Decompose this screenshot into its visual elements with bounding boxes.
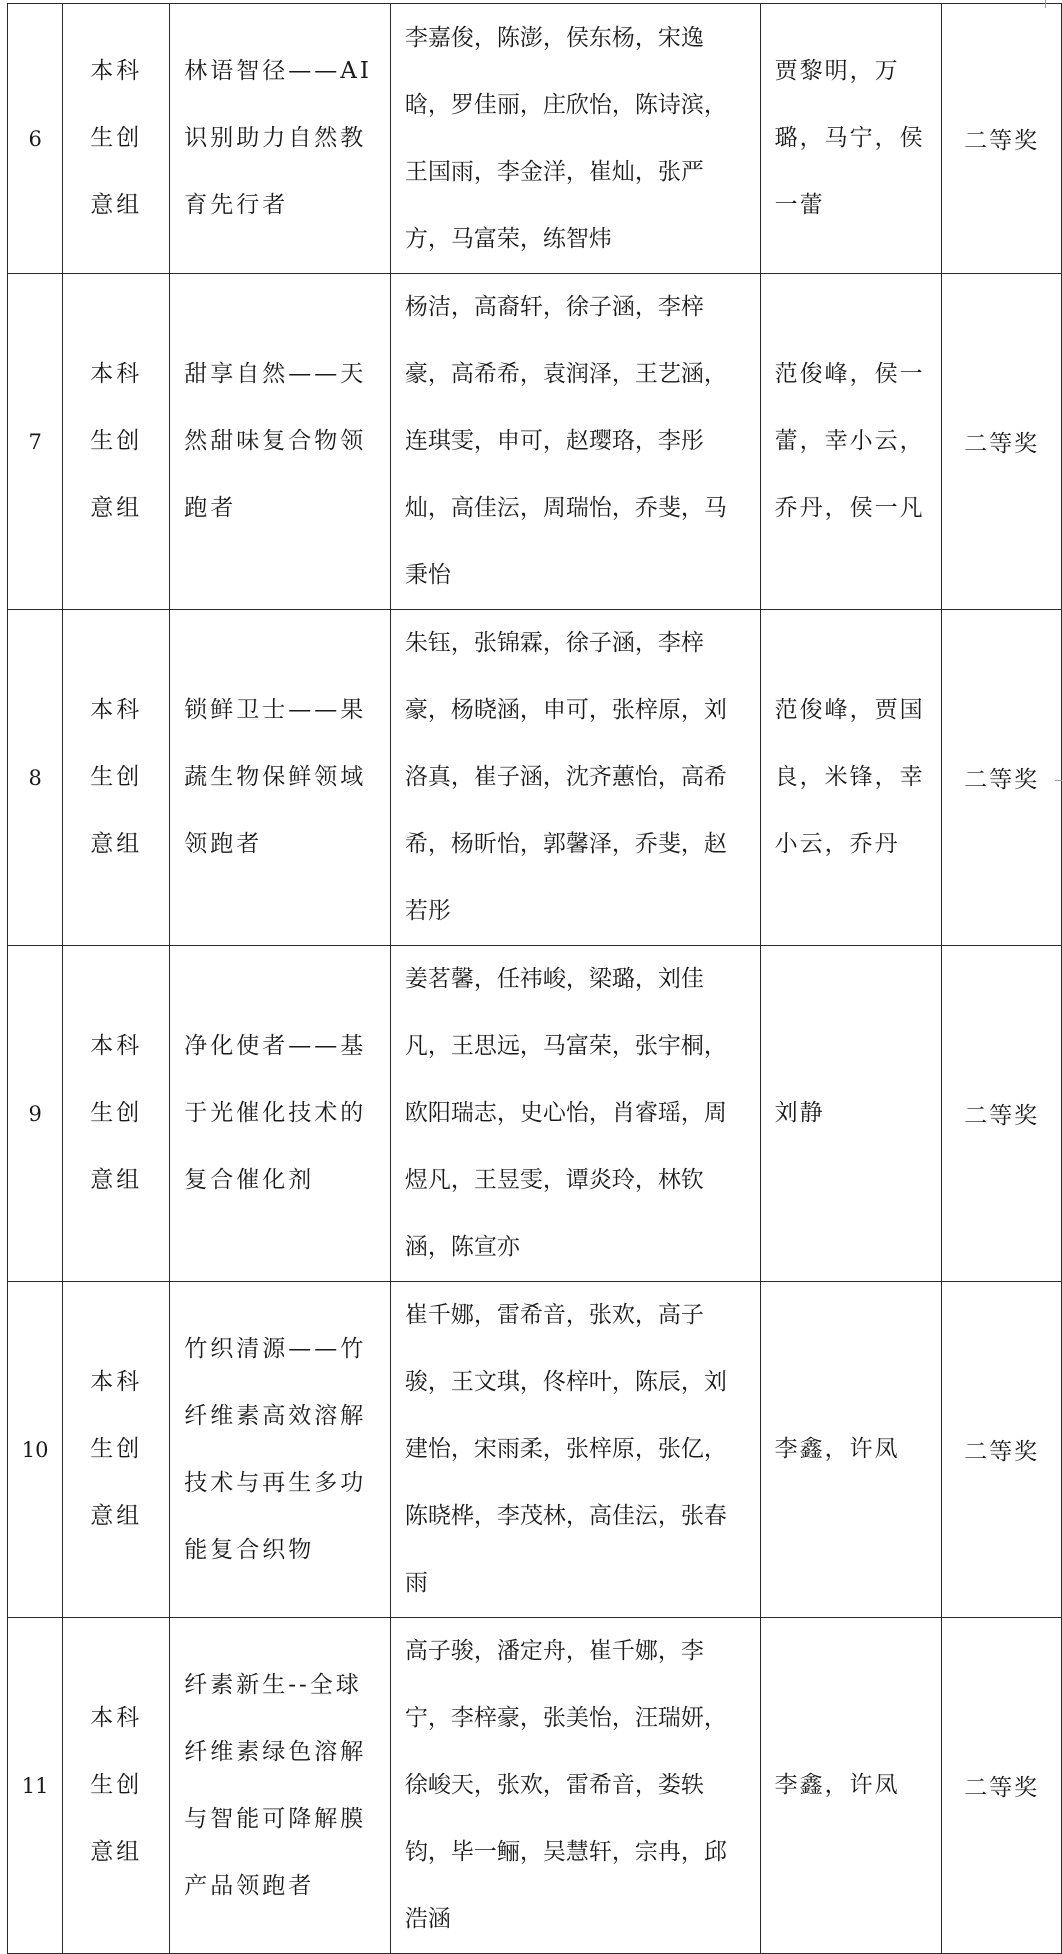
members-cell — [390, 1618, 760, 1954]
category-text: 本科生创意组 — [90, 1705, 143, 1865]
advisor-list: 范俊峰，侯一蕾，幸小云，乔丹，侯一凡 — [774, 361, 925, 521]
project-name: 林语智径——AI识别助力自然教育先行者 — [184, 58, 372, 218]
row-number: 6 — [8, 4, 63, 274]
row-number: 8 — [8, 610, 63, 946]
members-cell — [390, 610, 760, 946]
award-level: 二等奖 — [942, 1282, 1062, 1618]
advisor-list: 刘静 — [774, 1100, 825, 1126]
advisor-list: 贾黎明，万璐，马宁，侯一蕾 — [774, 58, 925, 218]
category-cell — [63, 1282, 170, 1618]
category-text: 本科生创意组 — [90, 697, 143, 857]
advisor-list: 李鑫，许凤 — [774, 1772, 900, 1798]
advisor-list: 李鑫，许凤 — [774, 1436, 900, 1462]
table-row — [8, 1282, 1062, 1618]
project-name: 甜享自然——天然甜味复合物领跑者 — [184, 361, 367, 521]
advisor-list: 范俊峰，贾国良，米锋，幸小云，乔丹 — [774, 697, 925, 857]
award-level: 二等奖 — [942, 1618, 1062, 1954]
members-cell — [390, 4, 760, 274]
row-number: 10 — [8, 1282, 63, 1618]
category-text: 本科生创意组 — [90, 58, 143, 218]
table-row — [8, 610, 1062, 946]
row-number: 7 — [8, 274, 63, 610]
members-cell — [390, 946, 760, 1282]
table-row — [8, 274, 1062, 610]
margin-tick-mark — [1055, 780, 1062, 781]
project-cell — [170, 1282, 391, 1618]
category-cell — [63, 4, 170, 274]
award-level: 二等奖 — [942, 4, 1062, 274]
category-text: 本科生创意组 — [90, 1369, 143, 1529]
project-cell — [170, 946, 391, 1282]
advisors-cell — [760, 610, 942, 946]
category-cell — [63, 274, 170, 610]
project-name: 竹织清源——竹纤维素高效溶解技术与再生多功能复合织物 — [184, 1335, 367, 1563]
member-list: 崔千娜，雷希音，张欢，高子骏，王文琪，佟梓叶，陈辰，刘建怡，宋雨柔，张梓原，张亿，陈晓桦，李茂林，高佳沄，张春雨 — [404, 1302, 727, 1596]
member-list: 朱钰，张锦霖，徐子涵，李梓豪，杨晓涵，申可，张梓原，刘洛真，崔子涵，沈齐蕙怡，高希希，杨昕怡，郭馨泽，乔斐，赵若彤 — [404, 630, 727, 924]
row-number: 11 — [8, 1618, 63, 1954]
advisors-cell — [760, 1618, 942, 1954]
awards-table — [7, 3, 1062, 1954]
category-cell — [63, 1618, 170, 1954]
members-cell — [390, 274, 760, 610]
advisors-cell — [760, 946, 942, 1282]
margin-tick-mark — [1045, 0, 1046, 8]
category-text: 本科生创意组 — [90, 361, 143, 521]
category-cell — [63, 610, 170, 946]
row-number: 9 — [8, 946, 63, 1282]
advisors-cell — [760, 274, 942, 610]
table-row — [8, 946, 1062, 1282]
table-row — [8, 4, 1062, 274]
advisors-cell — [760, 1282, 942, 1618]
project-cell — [170, 4, 391, 274]
award-level: 二等奖 — [942, 274, 1062, 610]
project-cell — [170, 1618, 391, 1954]
award-level: 二等奖 — [942, 946, 1062, 1282]
member-list: 李嘉俊，陈澎，侯东杨，宋逸晗，罗佳丽，庄欣怡，陈诗滨，王国雨，李金洋，崔灿，张严方，马富荣，练智炜 — [404, 24, 727, 252]
award-level: 二等奖 — [942, 610, 1062, 946]
project-cell — [170, 274, 391, 610]
members-cell — [390, 1282, 760, 1618]
member-list: 姜茗馨，任祎峻，梁璐，刘佳凡，王思远，马富荣，张宇桐，欧阳瑞志，史心怡，肖睿瑶，周煜凡，王昱雯，谭炎玲，林钦涵，陈宣亦 — [404, 966, 727, 1260]
project-name: 锁鲜卫士——果蔬生物保鲜领域领跑者 — [184, 697, 367, 857]
category-text: 本科生创意组 — [90, 1033, 143, 1193]
member-list: 高子骏，潘定舟，崔千娜，李宁，李梓豪，张美怡，汪瑞妍，徐峻天，张欢，雷希音，娄轶钧，毕一鲡，吴慧轩，宗冉，邱浩涵 — [404, 1638, 727, 1932]
project-name: 净化使者——基于光催化技术的复合催化剂 — [184, 1033, 367, 1193]
table-row — [8, 1618, 1062, 1954]
advisors-cell — [760, 4, 942, 274]
project-name: 纤素新生--全球纤维素绿色溶解与智能可降解膜产品领跑者 — [184, 1671, 367, 1899]
member-list: 杨洁，高裔轩，徐子涵，李梓豪，高希希，袁润泽，王艺涵，连琪雯，申可，赵璎珞，李彤灿，高佳沄，周瑞怡，乔斐，马秉怡 — [404, 294, 727, 588]
project-cell — [170, 610, 391, 946]
category-cell — [63, 946, 170, 1282]
